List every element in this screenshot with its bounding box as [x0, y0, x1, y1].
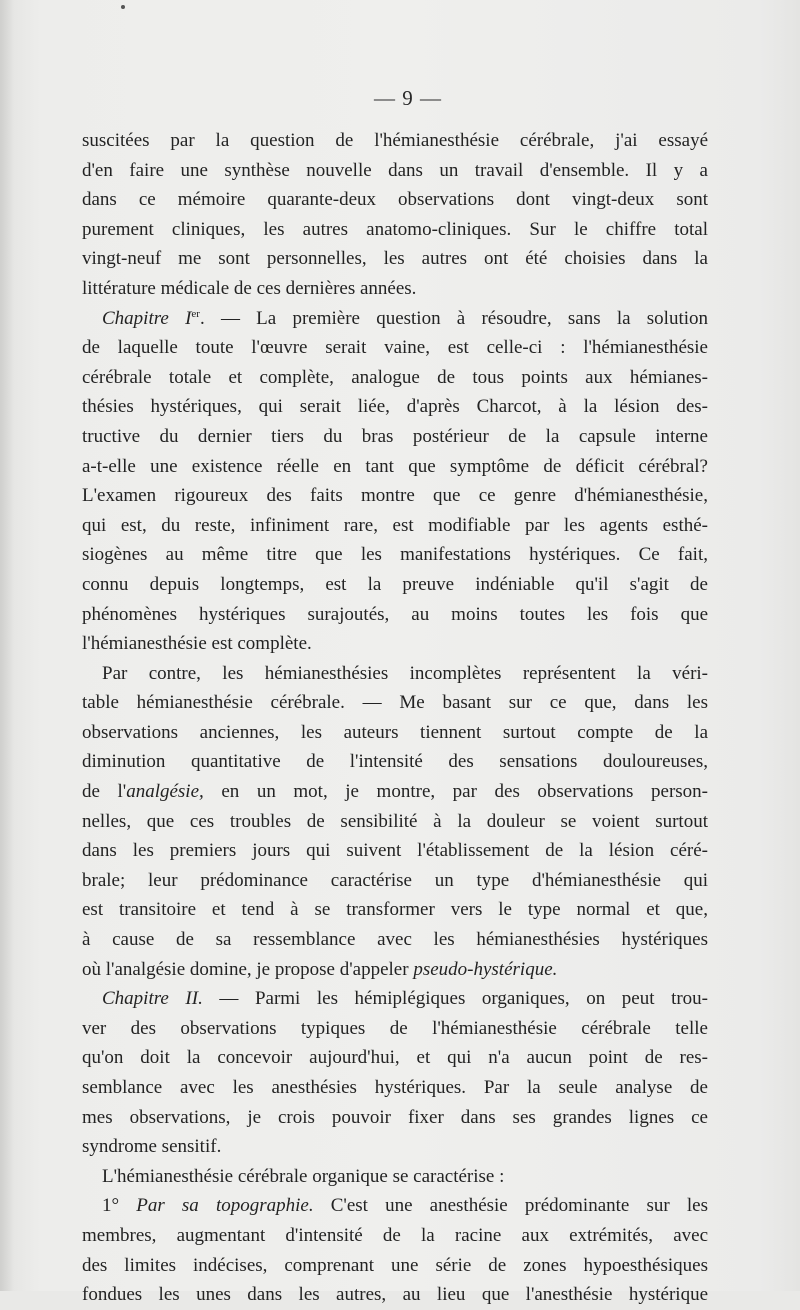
text-line: vingt-neuf me sont personnelles, les autres ont été choisies dans la: [82, 248, 708, 270]
text-line: purement cliniques, les autres anatomo-cliniques. Sur le chiffre total: [82, 218, 708, 240]
text-line: a-t-elle une existence réelle en tant que symptôme de déficit cérébral?: [82, 455, 708, 477]
text-line: connu depuis longtemps, est la preuve indéniable qu'il s'agit de: [82, 573, 708, 595]
page-gutter-shadow: [0, 0, 14, 1291]
text-line: ver des observations typiques de l'hémianesthésie cérébrale telle: [82, 1017, 708, 1039]
text-line: littérature médicale de ces dernières années.: [82, 277, 417, 299]
analgesie-prefix: de l': [82, 781, 127, 803]
text-line: dans ce mémoire quarante-deux observations dont vingt-deux sont: [82, 189, 708, 211]
text-line: est transitoire et tend à se transformer vers le type normal et que,: [82, 899, 708, 921]
text-line: nelles, que ces troubles de sensibilité à la douleur se voient surtout: [82, 810, 708, 832]
ink-speck: [121, 5, 125, 9]
text-line: phénomènes hystériques surajoutés, au moins toutes les fois que: [82, 603, 708, 625]
topographie-prefix: 1°: [102, 1195, 137, 1217]
chapter-two-text: — Parmi les hémiplégiques organiques, on peut trou-: [202, 988, 709, 1010]
text-line: de laquelle toute l'œuvre serait vaine, est celle-ci : l'hémianesthésie: [82, 337, 708, 359]
text-line: d'en faire une synthèse nouvelle dans un travail d'ensemble. Il y a: [82, 159, 708, 181]
chapter-one-heading-line: [82, 304, 708, 334]
chapter-one-label: Chapitre I: [102, 307, 192, 329]
pseudo-hysterique-prefix: où l'analgésie domine, je propose d'appeler: [82, 958, 414, 980]
chapter-one-text: . — La première question à résoudre, sans la solution: [199, 307, 708, 329]
text-line: l'hémianesthésie est complète.: [82, 633, 312, 655]
text-line: diminution quantitative de l'intensité des sensations douloureuses,: [82, 751, 708, 773]
text-line: siogènes au même titre que les manifestations hystériques. Ce fait,: [82, 544, 708, 566]
topographie-line: [82, 1191, 708, 1221]
text-line: semblance avec les anesthésies hystériques. Par la seule analyse de: [82, 1077, 708, 1098]
page-number: — 9 —: [374, 86, 442, 110]
chapter-two-heading-line: [82, 984, 708, 1014]
text-line: suscitées par la question de l'hémianesthésie cérébrale, j'ai essayé: [82, 130, 708, 151]
text-line: qui est, du reste, infiniment rare, est modifiable par les agents esthé-: [82, 514, 708, 536]
text-line: tructive du dernier tiers du bras postérieur de la capsule interne: [82, 425, 708, 447]
text-line: à cause de sa ressemblance avec les hémianesthésies hystériques: [82, 929, 708, 951]
body-text: [82, 126, 708, 1310]
pseudo-hysterique-term: pseudo-hystérique.: [413, 958, 558, 980]
chapter-two-label: Chapitre II.: [102, 988, 203, 1010]
text-line: qu'on doit la concevoir aujourd'hui, et qui n'a aucun point de res-: [82, 1047, 708, 1069]
analgesie-line: [82, 777, 708, 807]
chapter-one-superscript: er: [191, 307, 200, 320]
text-line: table hémianesthésie cérébrale. — Me basant sur ce que, dans les: [82, 692, 708, 714]
text-line: syndrome sensitif.: [82, 1136, 222, 1158]
text-line: observations anciennes, les auteurs tiennent surtout compte de la: [82, 721, 708, 743]
pseudo-hysterique-line: [82, 955, 708, 985]
topographie-term: Par sa topographie.: [136, 1195, 314, 1217]
text-line: dans les premiers jours qui suivent l'établissement de la lésion céré-: [82, 840, 708, 862]
text-line: thésies hystériques, qui serait liée, d'après Charcot, à la lésion des-: [82, 396, 708, 418]
topographie-text: C'est une anesthésie prédominante sur les: [313, 1195, 708, 1217]
text-line: des limites indécises, comprenant une série de zones hypoesthésiques: [82, 1254, 708, 1276]
analgesie-term: analgésie,: [126, 781, 204, 803]
text-line: Par contre, les hémianesthésies incomplètes représentent la véri-: [102, 662, 708, 684]
analgesie-text: en un mot, je montre, par des observations person-: [203, 781, 708, 803]
text-line: cérébrale totale et complète, analogue de tous points aux hémianes-: [82, 366, 708, 388]
text-line: brale; leur prédominance caractérise un type d'hémianesthésie qui: [82, 869, 708, 891]
text-line: mes observations, je crois pouvoir fixer dans ses grandes lignes ce: [82, 1106, 708, 1128]
text-line: L'examen rigoureux des faits montre que ce genre d'hémianesthésie,: [82, 485, 708, 507]
text-line: fondues les unes dans les autres, au lieu que l'anesthésie hystérique: [82, 1284, 708, 1306]
text-line: membres, augmentant d'intensité de la racine aux extrémités, avec: [82, 1224, 708, 1246]
text-line: L'hémianesthésie cérébrale organique se caractérise :: [102, 1165, 505, 1187]
